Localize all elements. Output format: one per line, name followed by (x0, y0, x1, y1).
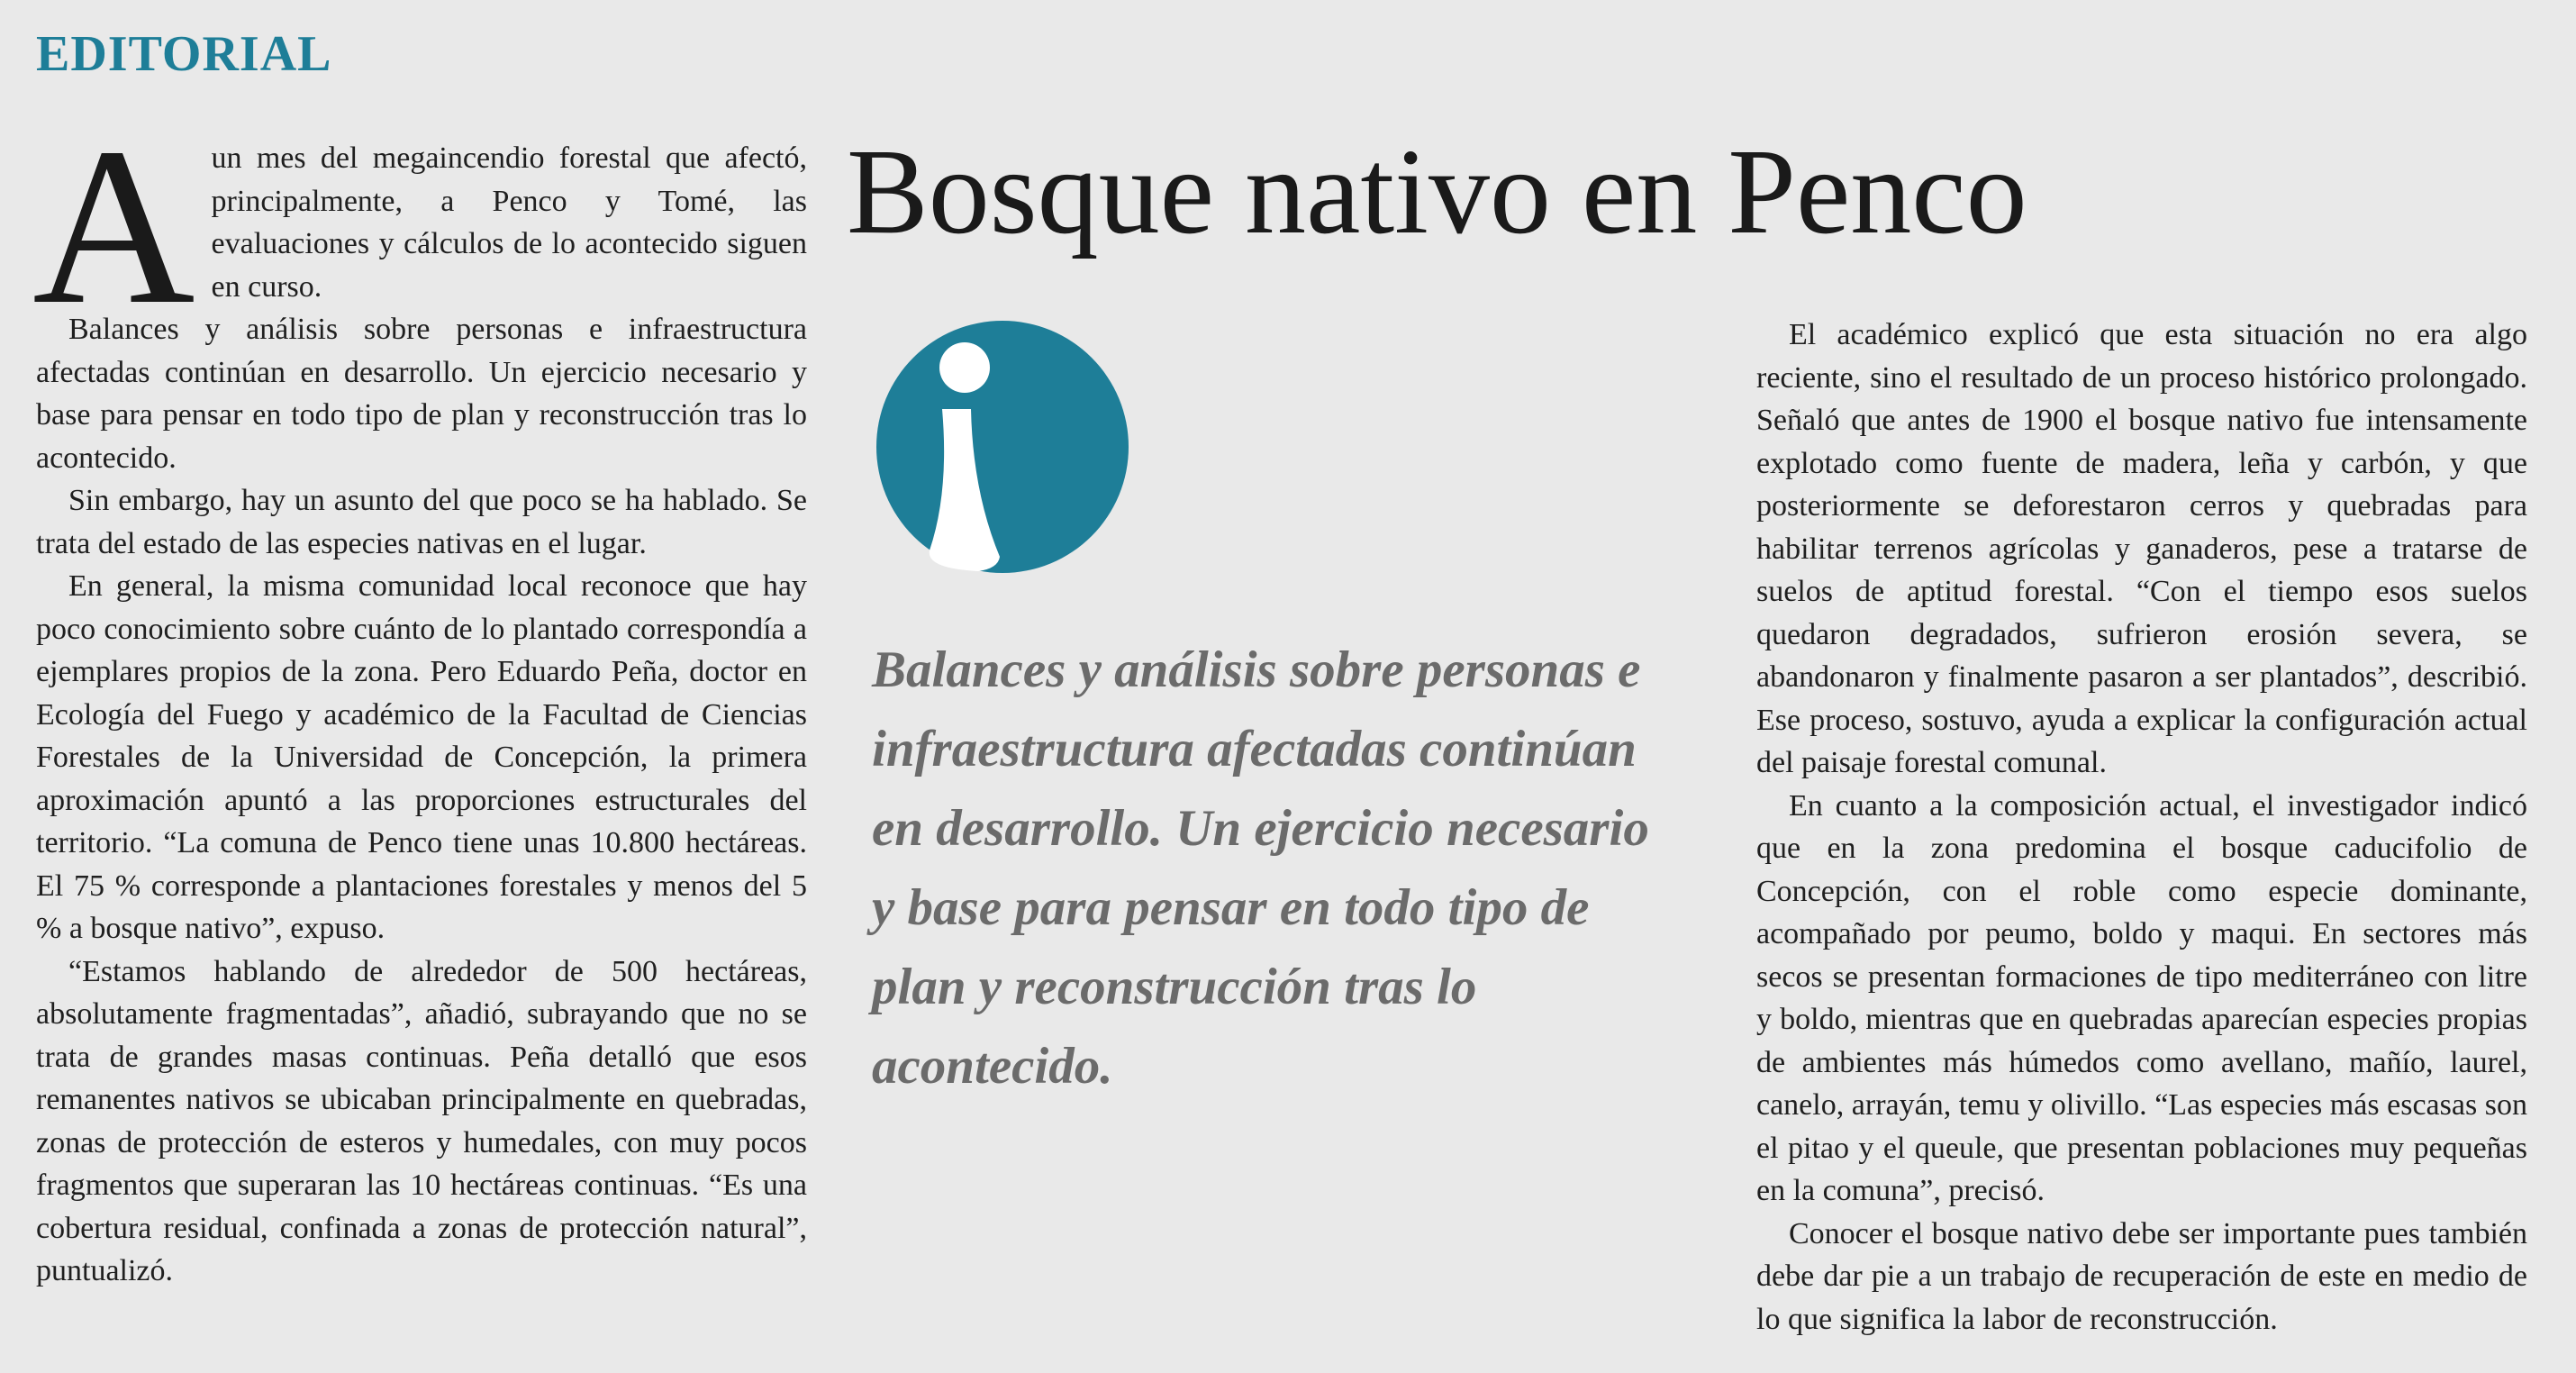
body-paragraph: “Estamos hablando de alrededor de 500 hectáreas, absolutamente fragmentadas”, añadió, subrayando que no se trata de grandes masas continuas. Peña detalló que esos remanentes nativos se ubicaban principalmente en quebradas, zonas de protección de esteros y humedales, con muy pocos fragmentos que superaran las 10 hectáreas continuas. “Es una cobertura residual, confinada a zonas de protección natural”, puntualizó. (36, 954, 807, 1287)
headline: Bosque nativo en Penco (847, 124, 2027, 259)
lead-paragraph (32, 102, 807, 351)
body-paragraph: Conocer el bosque nativo debe ser importante pues también debe dar pie a un trabajo de recuperación de este en medio de lo que significa la labor de reconstrucción. (1756, 1216, 2527, 1336)
lead-text: un mes del megaincendio forestal que afectó, principalmente, a Penco y Tomé, las evaluaciones y cálculos de lo acontecido siguen en curso. (211, 141, 807, 304)
section-label: EDITORIAL (36, 26, 332, 82)
body-paragraph: En general, la misma comunidad local reconoce que hay poco conocimiento sobre cuánto de lo plantado correspondía a ejemplares propios de la zona. Pero Eduardo Peña, doctor en Ecología del Fuego y académico de la Facultad de Ciencias Forestales de la Universidad de Concepción, la primera aproximación apuntó a las proporciones estructurales del territorio. “La comuna de Penco tiene unas 10.800 hectáreas. El 75 % corresponde a plantaciones forestales y menos del 5 % a bosque nativo”, expuso. (36, 569, 807, 945)
body-paragraph: En cuanto a la composición actual, el investigador indicó que en la zona predomina el bosque caducifolio de Concepción, con el roble como especie dominante, acompañado por peumo, boldo y maqui. En sectores más secos se presentan formaciones de tipo mediterráneo con litre y boldo, mientras que en quebradas aparecían especies propias de ambientes más húmedos como avellano, mañío, laurel, canelo, arrayán, temu y olivillo. “Las especies más escasas son el pitao y el queule, que presentan poblaciones muy pequeñas en la comuna”, precisó. (1756, 788, 2527, 1207)
pull-quote: Balances y análisis sobre personas e infraestructura afectadas continúan en desarrollo. Un ejercicio necesario y base para pensar en todo tipo de plan y reconstrucción tras lo acontecido. (872, 641, 1649, 1095)
body-paragraph: El académico explicó que esta situación no era algo reciente, sino el resultado de un proceso histórico prolongado. Señaló que antes de 1900 el bosque nativo fue intensamente explotado como fuente de madera, leña y carbón, y que posteriormente se deforestaron cerros y quebradas para habilitar terrenos agrícolas y ganaderos, pese a tratarse de suelos de aptitud forestal. “Con el tiempo esos suelos quedaron degradados, sufrieron erosión severa, se abandonaron y finalmente pasaron a ser plantados”, describió. Ese proceso, sostuvo, ayuda a explicar la configuración actual del paisaje forestal comunal. (1756, 318, 2527, 779)
right-column (1756, 314, 2527, 1341)
info-icon (872, 321, 1133, 573)
body-paragraph: Sin embargo, hay un asunto del que poco se ha hablado. Se trata del estado de las especies nativas en el lugar. (36, 484, 807, 560)
body-paragraph: Balances y análisis sobre personas e infraestructura afectadas continúan en desarrollo. Un ejercicio necesario y base para pensar en todo tipo de plan y reconstrucción tras lo acontecido. (36, 313, 807, 475)
left-column (32, 102, 807, 1293)
drop-cap: A (32, 102, 195, 351)
